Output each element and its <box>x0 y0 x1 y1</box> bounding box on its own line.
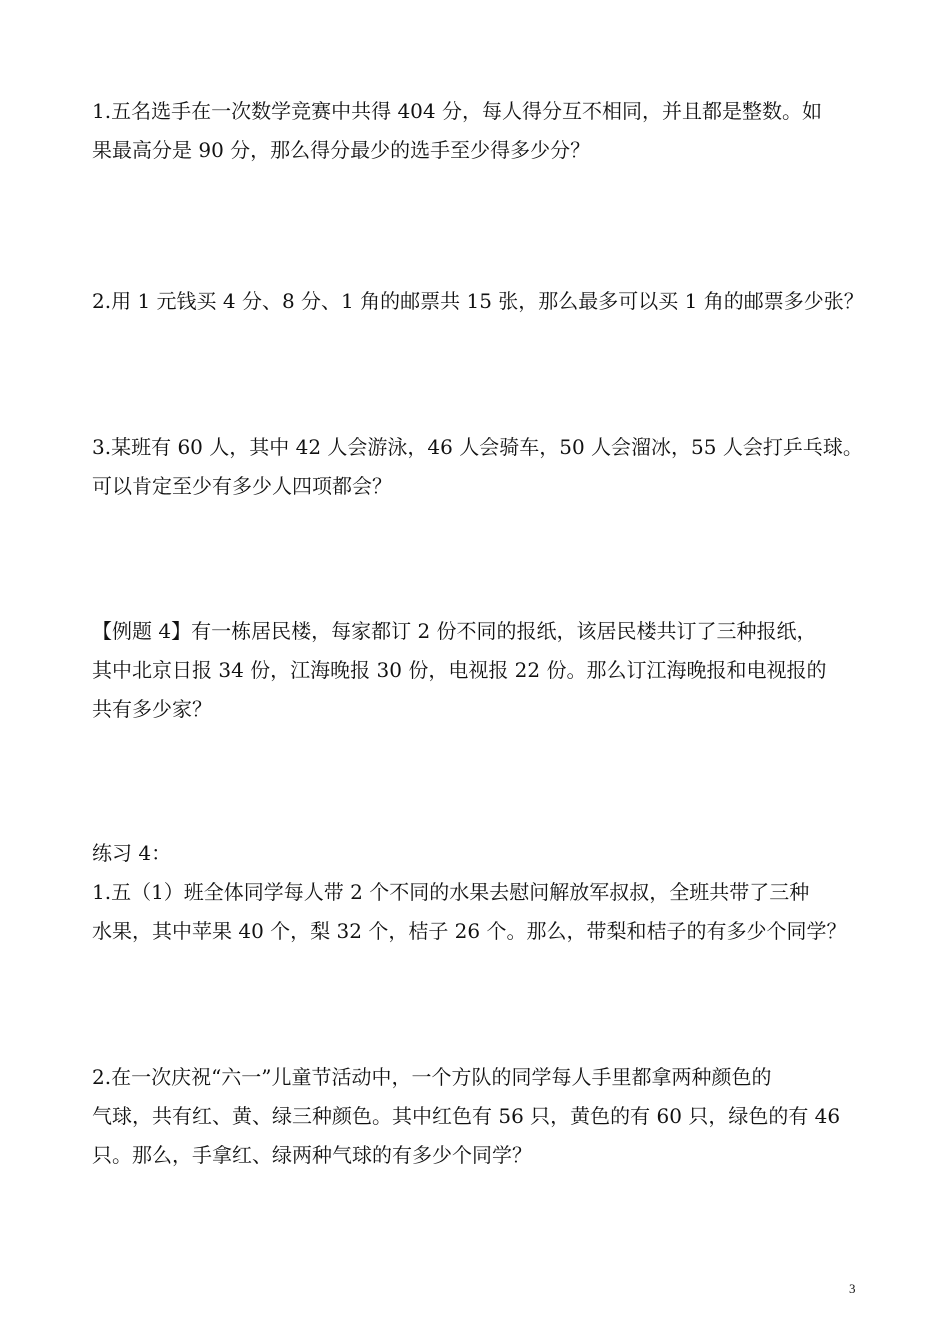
example-4-line-2: 其中北京日报 34 份，江海晚报 30 份，电视报 22 份。那么订江海晚报和电视报的 <box>92 658 827 682</box>
practice-4-item-2 <box>92 1058 882 1175</box>
problem-2 <box>92 282 882 321</box>
practice-4-heading: 练习 4： <box>92 841 172 865</box>
example-4-line-3: 共有多少家？ <box>92 697 212 721</box>
problem-1-line-1: 1.五名选手在一次数学竞赛中共得 404 分，每人得分互不相同，并且都是整数。如 <box>92 99 822 123</box>
problem-3 <box>92 428 882 506</box>
practice-4-item-2-line-1: 2.在一次庆祝“六一”儿童节活动中，一个方队的同学每人手里都拿两种颜色的 <box>92 1065 772 1089</box>
practice-4-item-2-line-3: 只。那么，手拿红、绿两种气球的有多少个同学？ <box>92 1143 532 1167</box>
example-4-line-1: 【例题 4】有一栋居民楼，每家都订 2 份不同的报纸，该居民楼共订了三种报纸， <box>92 619 817 643</box>
problem-3-line-2: 可以肯定至少有多少人四项都会？ <box>92 474 392 498</box>
problem-1-line-2: 果最高分是 90 分，那么得分最少的选手至少得多少分？ <box>92 138 591 162</box>
problem-2-line-1: 2.用 1 元钱买 4 分、8 分、1 角的邮票共 15 张，那么最多可以买 1 角的邮票多少张？ <box>92 289 864 313</box>
page-number: 3 <box>849 1281 856 1296</box>
practice-4 <box>92 834 882 951</box>
example-4 <box>92 612 882 729</box>
practice-4-item-1-line-2: 水果，其中苹果 40 个，梨 32 个，桔子 26 个。那么，带梨和桔子的有多少个同学？ <box>92 919 847 943</box>
problem-1 <box>92 92 882 170</box>
practice-4-item-1-line-1: 1.五（1）班全体同学每人带 2 个不同的水果去慰问解放军叔叔，全班共带了三种 <box>92 880 810 904</box>
problem-3-line-1: 3.某班有 60 人，其中 42 人会游泳，46 人会骑车，50 人会溜冰，55 人会打乒乓球。 <box>92 435 863 459</box>
practice-4-item-2-line-2: 气球，共有红、黄、绿三种颜色。其中红色有 56 只，黄色的有 60 只，绿色的有 46 <box>92 1104 841 1128</box>
